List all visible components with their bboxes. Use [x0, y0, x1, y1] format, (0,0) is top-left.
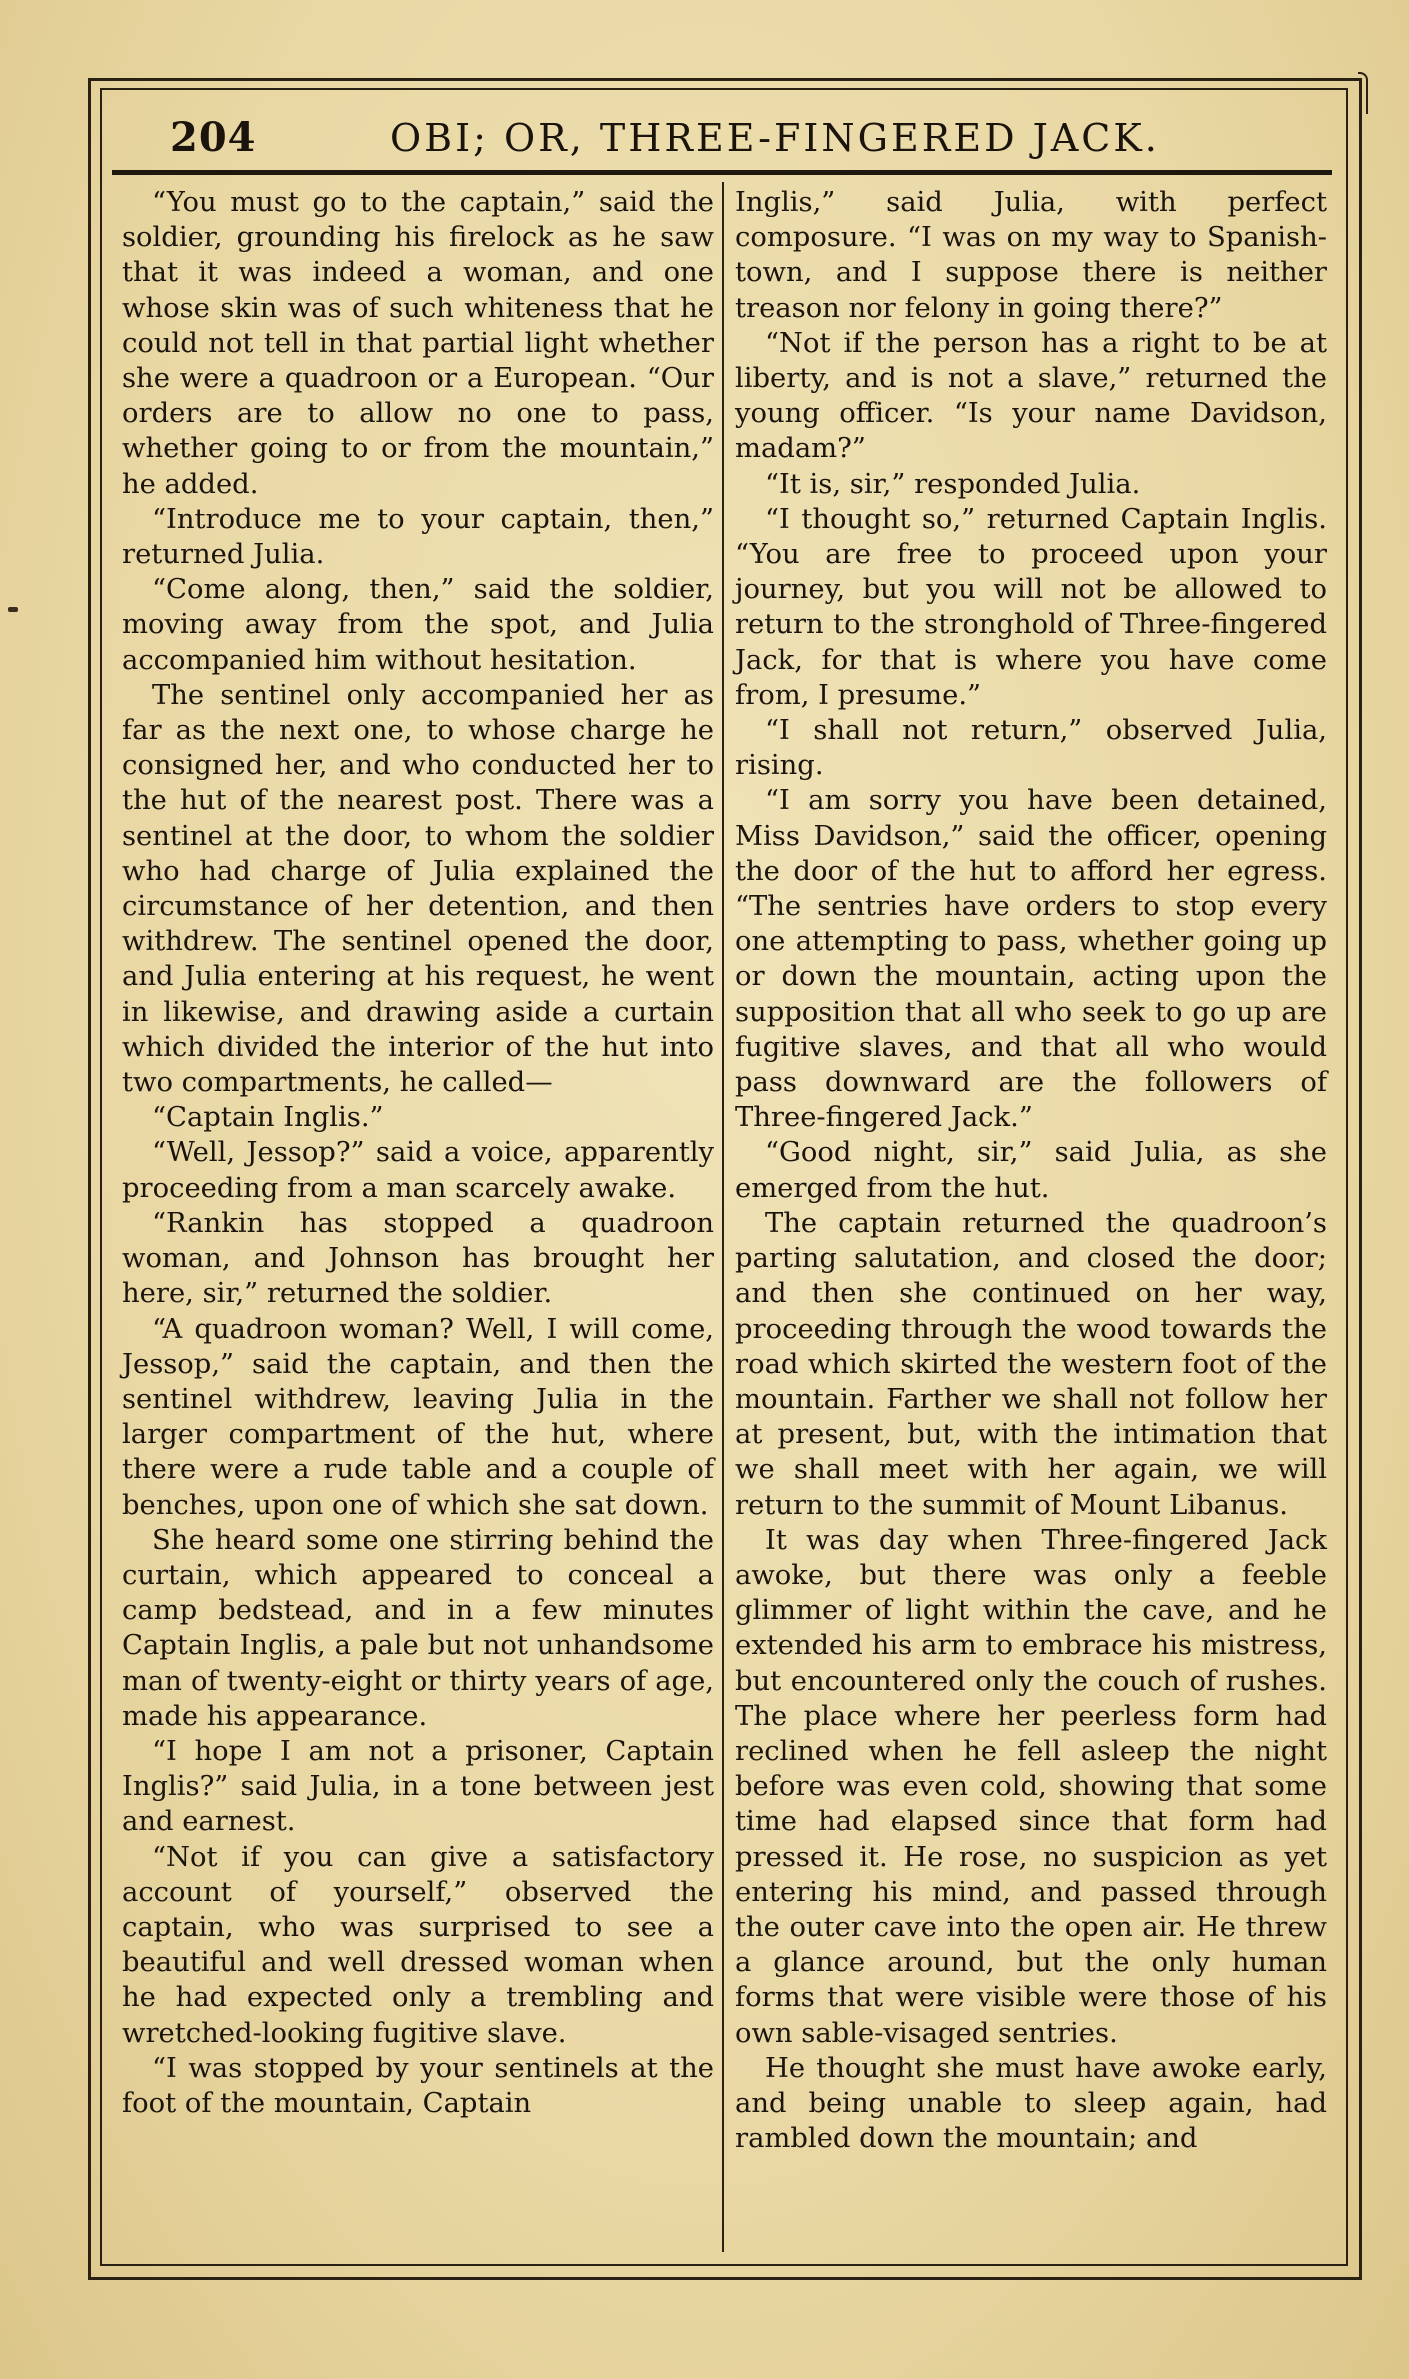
paragraph: “I thought so,” returned Captain Inglis. “You are free to proceed upon your journey, but you will not be allowed to return to the stronghold of Three-fingered Jack, for that is where you have come from, I presume.” — [735, 503, 1327, 711]
paragraph: “Not if the person has a right to be at liberty, and is not a slave,” returned the young officer. “Is your name Davidson, madam?” — [735, 327, 1327, 465]
paragraph: “Good night, sir,” said Julia, as she emerged from the hut. — [735, 1137, 1327, 1204]
paragraph: “You must go to the captain,” said the soldier, grounding his firelock as he saw that it was indeed a woman, and one whose skin was of such whiteness that he could not tell in that partial light whether she were a quadroon or a European. “Our orders are to allow no one to pass, whether going to or from the mountain,” he added. — [122, 187, 714, 500]
paragraph: “Introduce me to your captain, then,” returned Julia. — [122, 503, 714, 571]
paragraph: “I shall not return,” observed Julia, rising. — [735, 715, 1327, 782]
paragraph: He thought she must have awoke early, and being unable to sleep again, had rambled down the mountain; and — [735, 2052, 1327, 2155]
running-title: OBI; OR, THREE-FINGERED JACK. — [390, 116, 1160, 160]
margin-mark — [8, 607, 18, 612]
paragraph: “Rankin has stopped a quadroon woman, and Johnson has brought her here, sir,” returned the soldier. — [122, 1207, 714, 1310]
paragraph: The captain returned the quadroon’s parting salutation, and closed the door; and then she continued on her way, proceeding through the wood towards the road which skirted the western foot of the mountain. Farther we shall not follow her at present, but, with the intimation that we shall meet with her again, we will return to the summit of Mount Libanus. — [735, 1207, 1327, 1521]
paragraph: She heard some one stirring behind the curtain, which appeared to conceal a camp bedstead, and in a few minutes Captain Inglis, a pale but not unhandsome man of twenty-eight or thirty years of age, made his appearance. — [122, 1524, 714, 1732]
paragraph: “Not if you can give a satisfactory account of yourself,” observed the captain, who was surprised to see a beautiful and well dressed woman when he had expected only a trembling and wretched-looking fugitive slave. — [122, 1841, 714, 2049]
paragraph: “Well, Jessop?” said a voice, apparently proceeding from a man scarcely awake. — [122, 1137, 714, 1204]
paragraph: “Come along, then,” said the soldier, moving away from the spot, and Julia accompanied him without hesitation. — [122, 574, 714, 676]
right-column — [735, 185, 1327, 2156]
paragraph: It was day when Three-fingered Jack awoke, but there was only a feeble glimmer of light within the cave, and he extended his arm to embrace his mistress, but encountered only the couch of rushes. The place where her peerless form had reclined when he fell asleep the night before was even cold, showing that some time had elapsed since that form had pressed it. He rose, no suspicion as yet entering his mind, and passed through the outer cave into the open air. He threw a glance around, but the only human forms that were visible were those of his own sable-visaged sentries. — [735, 1524, 1327, 2049]
paragraph: “It is, sir,” responded Julia. — [765, 468, 1141, 500]
left-column — [122, 185, 714, 2121]
column-divider — [722, 182, 724, 2252]
header-rule — [112, 170, 1332, 175]
paragraph: Inglis,” said Julia, with perfect composure. “I was on my way to Spanish-town, and I suppose there is neither treason nor felony in going there?” — [735, 187, 1327, 324]
paragraph: The sentinel only accompanied her as far as the next one, to whose charge he consigned her, and who conducted her to the hut of the nearest post. There was a sentinel at the door, to whom the soldier who had charge of Julia explained the circumstance of her detention, and then withdrew. The sentinel opened the door, and Julia entering at his request, he went in likewise, and drawing aside a curtain which divided the interior of the hut into two compartments, he called— — [122, 679, 714, 1099]
page-number: 204 — [170, 114, 257, 161]
paragraph: “I hope I am not a prisoner, Captain Inglis?” said Julia, in a tone between jest and earnest. — [122, 1735, 714, 1838]
paragraph: “I am sorry you have been detained, Miss Davidson,” said the officer, opening the door of the hut to afford her egress. “The sentries have orders to stop every one attempting to pass, whether going up or down the mountain, acting upon the supposition that all who seek to go up are fugitive slaves, and that all who would pass downward are the followers of Three-fingered Jack.” — [735, 785, 1327, 1134]
paragraph: “Captain Inglis.” — [152, 1102, 384, 1134]
paragraph: “A quadroon woman? Well, I will come, Jessop,” said the captain, and then the sentinel withdrew, leaving Julia in the larger compartment of the hut, where there were a rude table and a couple of benches, upon one of which she sat down. — [122, 1313, 714, 1521]
paragraph: “I was stopped by your sentinels at the foot of the mountain, Captain — [122, 2052, 714, 2119]
page-header — [100, 108, 1344, 168]
